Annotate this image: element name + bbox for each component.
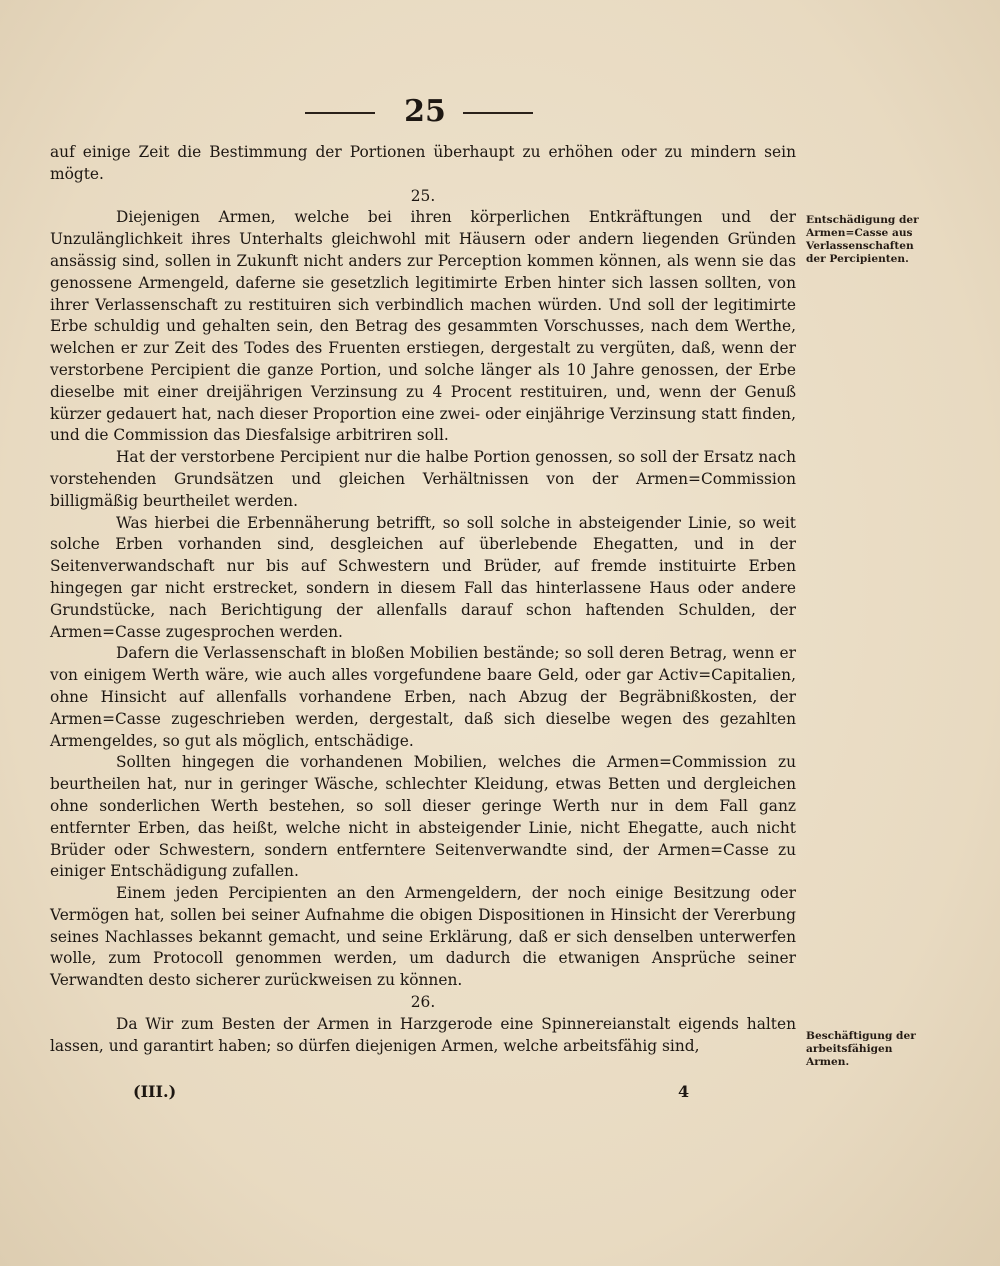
page-header <box>0 92 1000 132</box>
body-text <box>50 142 796 1057</box>
paragraph: Hat der verstorbene Percipient nur die halbe Portion genossen, so soll der Ersatz nach vorstehenden Grundsätzen und gleichen Verhältnissen von der Armen=Commission billigmäßig beurtheilet werden. <box>50 448 796 510</box>
paragraph: Was hierbei die Erbennäherung betrifft, so soll solche in absteigender Linie, so weit solche Erben vorhanden sind, desgleichen auf überlebende Ehegatten, und in der Seitenverwandschaft nur bis auf Schwestern und Brüder, auf fremde instituirte Erben hingegen gar nicht erstrecket, sondern in diesem Fall das hinterlassene Haus oder andere Grundstücke, nach Berichtigung der allenfalls darauf schon haftenden Schulden, der Armen=Casse zugesprochen werden. <box>50 513 796 641</box>
margin-note-compensation: Entschädigung der Armen=Casse aus Verlassenschaften der Percipienten. <box>806 214 919 265</box>
paragraph-group-3 <box>50 1014 796 1058</box>
section-number-26: 26. <box>410 993 436 1012</box>
paragraph-group-1 <box>50 142 796 186</box>
paragraph-group-2 <box>50 207 796 992</box>
header-rule-left <box>305 112 375 114</box>
paragraph: Einem jeden Percipienten an den Armengeldern, der noch einige Besitzung oder Vermögen hat, sollen bei seiner Aufnahme die obigen Dispositionen in Hinsicht der Vererbung seines Nachlasses bekannt gemacht, und seine Erklärung, daß er sich denselben unterwerfen wolle, zum Protocoll genommen werden, um dadurch die etwanigen Ansprüche seiner Verwandten desto sicherer zurückweisen zu können. <box>50 884 796 990</box>
paragraph: auf einige Zeit die Bestimmung der Portionen überhaupt zu erhöhen oder zu mindern sein mögte. <box>50 143 796 183</box>
signature-mark: (III.) <box>133 1082 177 1101</box>
paragraph: Dafern die Verlassenschaft in bloßen Mobilien bestände; so soll deren Betrag, wenn er von einigem Werth wäre, wie auch alles vorgefundene baare Geld, oder gar Activ=Capitalien, ohne Hinsicht auf allenfalls vorhandene Erben, nach Abzug der Begräbnißkosten, der Armen=Casse zugeschrieben werden, dergestalt, daß sich dieselbe wegen des gezahlten Armengeldes, so gut als möglich, entschädige. <box>50 644 796 750</box>
section-number-25: 25. <box>410 186 436 205</box>
page-number: 25 <box>404 94 446 129</box>
sheet-number: 4 <box>678 1082 690 1101</box>
paragraph: Diejenigen Armen, welche bei ihren körperlichen Entkräftungen und der Unzulänglichkeit ihres Unterhalts gleichwohl mit Häusern oder andern liegenden Gründen ansässig sind, sollen in Zukunft nicht anders zur Perception kommen können, als wenn sie das genossene Armengeld, daferne sie gesetzlich legitimirte Erben hinter sich lassen sollten, von ihrer Verlassenschaft zu restituiren sich verbindlich machen würden. Und soll der legitimirte Erbe schuldig und gehalten sein, den Betrag des gesammten Vorschusses, nach dem Werthe, welchen er zur Zeit des Todes des Fruenten erstiegen, dergestalt zu vergüten, daß, wenn der verstorbene Percipient die ganze Portion, und solche länger als 10 Jahre genossen, der Erbe dieselbe mit einer dreijährigen Verzinsung zu 4 Procent restituiren, und, wenn der Genuß kürzer gedauert hat, nach dieser Proportion eine zwei- oder einjährige Verzinsung statt finden, und die Commission das Diesfalsige arbitriren soll. <box>50 208 796 445</box>
paragraph: Da Wir zum Besten der Armen in Harzgerode eine Spinnereianstalt eigends halten lassen, und garantirt haben; so dürfen diejenigen Armen, welche arbeitsfähig sind, <box>50 1014 796 1055</box>
paragraph: Sollten hingegen die vorhandenen Mobilien, welches die Armen=Commission zu beurtheilen hat, nur in geringer Wäsche, schlechter Kleidung, etwas Betten und dergleichen ohne sonderlichen Werth bestehen, so soll dieser geringe Werth nur in dem Fall ganz entfernter Erben, das heißt, welche nicht in absteigender Linie, nicht Ehegatte, auch nicht Brüder oder Schwestern, sondern entferntere Seitenverwandte sind, der Armen=Casse zu einiger Entschädigung zufallen. <box>50 753 796 881</box>
header-rule-right <box>463 112 533 114</box>
margin-note-employment: Beschäftigung der arbeitsfähigen Armen. <box>806 1030 916 1068</box>
